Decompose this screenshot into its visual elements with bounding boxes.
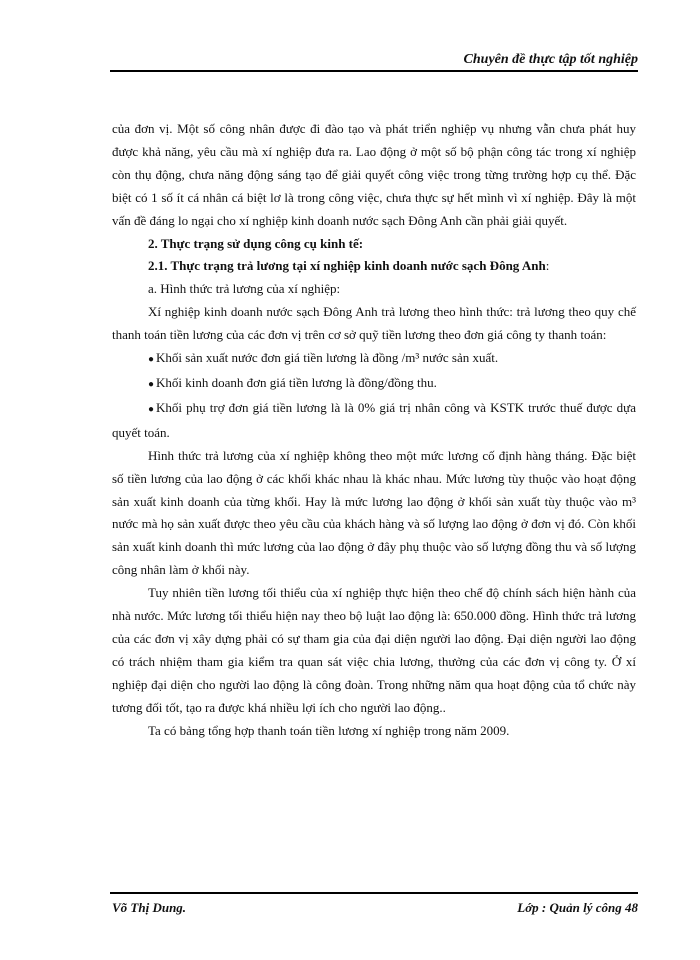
- bullet-item-2: [112, 372, 636, 397]
- paragraph-4: Tuy nhiên tiền lương tối thiểu của xí nghiệp thực hiện theo chế độ chính sách hiện hành của nhà nước. Mức lương tối thiểu hiện nay theo bộ luật lao động là: 650.000 đồng. Hình thức trả lương của các đơn vị xây dựng phải có sự tham gia của đại diện người lao động. Đại diện người lao động có trách nhiệm tham gia kiểm tra quan sát việc chia lương, thưởng của các đơn vị công ty. Ở xí nghiệp đại diện cho người lao động là công đoàn. Trong những năm qua hoạt động của tổ chức này tương đối tốt, tạo ra được khá nhiều lợi ích cho người lao động..: [112, 585, 636, 715]
- paragraph-5: Ta có bảng tổng hợp thanh toán tiền lương xí nghiệp trong năm 2009.: [148, 722, 510, 738]
- bullet-text-1: Khối sản xuất nước đơn giá tiền lương là đồng /m³ nước sản xuất.: [156, 350, 499, 366]
- header-title: Chuyên đề thực tập tốt nghiệp: [463, 52, 638, 67]
- section-heading-2-1: [112, 255, 636, 278]
- footer-rule: [110, 892, 638, 894]
- bullet-icon: ●: [148, 403, 155, 415]
- bullet-text-2: Khối kinh doanh đơn giá tiền lương là đồng/đồng thu.: [156, 374, 437, 390]
- bullet-icon: ●: [148, 354, 155, 366]
- footer-author: Võ Thị Dung.: [112, 900, 187, 915]
- footer-class: Lớp : Quản lý công 48: [517, 900, 638, 915]
- paragraph-2: Xí nghiệp kinh doanh nước sạch Đông Anh trả lương theo hình thức: trả lương theo quy chế thanh toán tiền lương của các đơn vị trên cơ sở quỹ tiền lương theo đơn giá công ty thanh toán:: [112, 304, 636, 343]
- bullet-icon: ●: [148, 378, 155, 390]
- page-body: [112, 118, 636, 742]
- paragraph-3: Hình thức trả lương của xí nghiệp không theo một mức lương cố định hàng tháng. Đặc biệt số tiền lương của lao động ở các khối khác nhau là khác nhau. Mức lương tùy thuộc vào hoạt động sản xuất kinh doanh của từng khối. Hay là mức lương lao động ở khối sản xuất tùy thuộc vào m³ nước mà họ sản xuất được theo yêu cầu của khách hàng và số lượng lao động ở đơn vị đó. Còn khối sản xuất kinh doanh thì mức lương của lao động ở đây phụ thuộc vào số lượng đồng thu và số lượng công nhân làm ở khối này.: [112, 447, 636, 578]
- paragraph-1: của đơn vị. Một số công nhân được đi đào tạo và phát triển nghiệp vụ nhưng vẫn chưa phát huy được khả năng, yêu cầu mà xí nghiệp đưa ra. Lao động ở một số bộ phận công tác trong xí nghiệp còn thụ động, chưa năng động sáng tạo để giải quyết công việc trong từng trường hợp cụ thể. Đặc biệt có 1 số ít cá nhân cá biệt lơ là trong công việc, chưa thực sự hết mình vì xí nghiệp. Đây là một vấn đề đáng lo ngại cho xí nghiệp kinh doanh nước sạch Đông Anh cần phải giải quyết.: [112, 121, 636, 228]
- section-heading-2-1-text: 2.1. Thực trạng trả lương tại xí nghiệp kinh doanh nước sạch Đông Anh: [148, 258, 546, 274]
- subheading-a: a. Hình thức trả lương của xí nghiệp:: [148, 281, 341, 297]
- header-rule: [110, 70, 638, 72]
- bullet-item-3: [112, 397, 636, 445]
- bullet-item-1: [112, 347, 636, 372]
- section-heading-2-1-tail: :: [545, 258, 550, 274]
- bullet-text-3: Khối phụ trợ đơn giá tiền lương là là 0% giá trị nhân công và KSTK trước thuế được dựa quyết toán.: [112, 399, 636, 440]
- section-heading-2: 2. Thực trạng sử dụng công cụ kinh tế:: [148, 235, 364, 251]
